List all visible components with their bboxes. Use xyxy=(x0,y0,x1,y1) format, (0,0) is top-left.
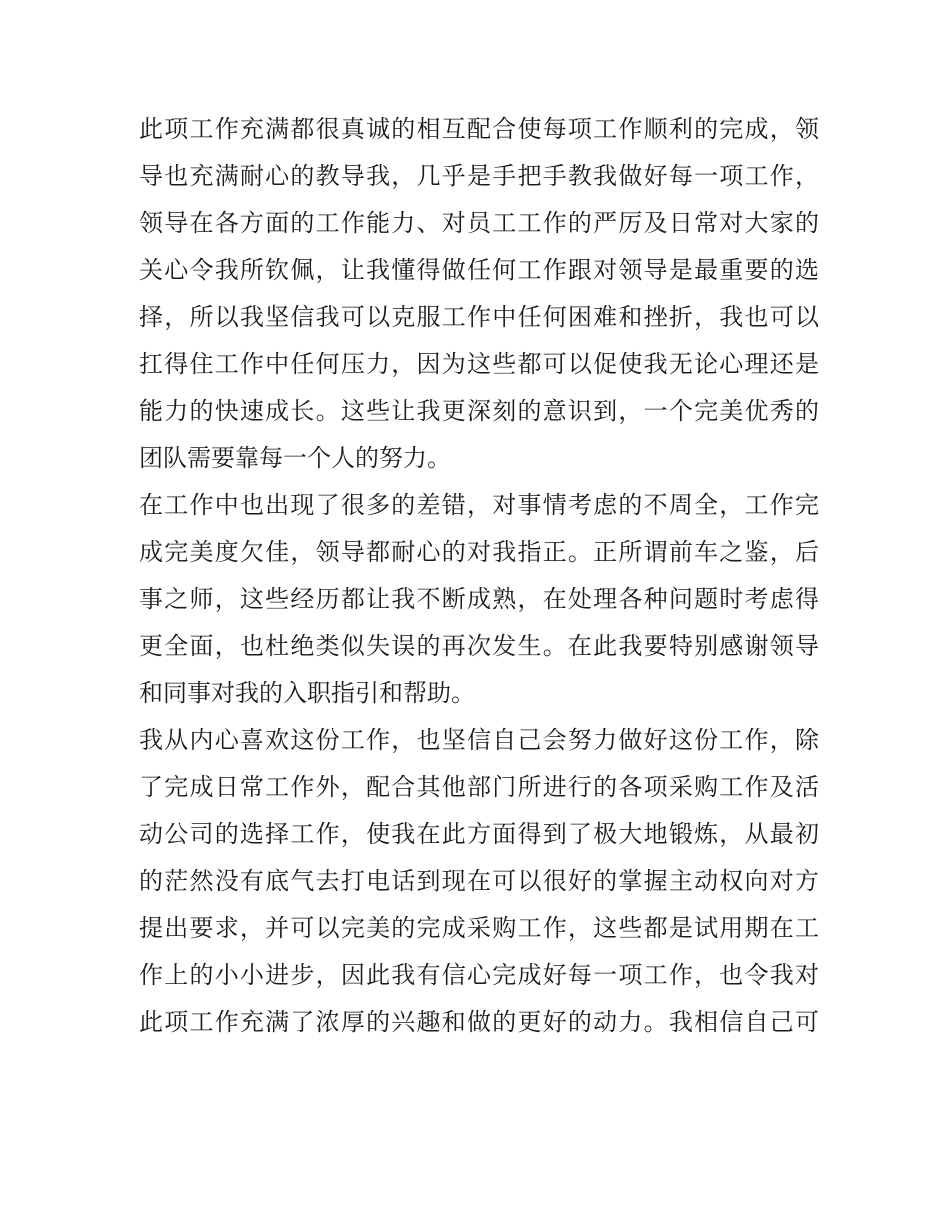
text-line: 领导在各方面的工作能力、对员工工作的严厉及日常对大家的 xyxy=(139,209,819,237)
text-line: 成完美度欠佳，领导都耐心的对我指正。正所谓前车之鉴，后 xyxy=(139,538,819,566)
text-line: 团队需要靠每一个人的努力。 xyxy=(139,444,451,472)
text-line: 能力的快速成长。这些让我更深刻的意识到，一个完美优秀的 xyxy=(139,397,819,425)
text-line: 的茫然没有底气去打电话到现在可以很好的掌握主动权向对方 xyxy=(139,867,819,895)
text-line: 择，所以我坚信我可以克服工作中任何困难和挫折，我也可以 xyxy=(139,303,819,331)
text-line: 此项工作充满了浓厚的兴趣和做的更好的动力。我相信自己可 xyxy=(139,1008,819,1036)
text-line: 提出要求，并可以完美的完成采购工作，这些都是试用期在工 xyxy=(139,914,819,942)
text-line: 导也充满耐心的教导我，几乎是手把手教我做好每一项工作， xyxy=(139,162,819,190)
text-line: 扛得住工作中任何压力，因为这些都可以促使我无论心理还是 xyxy=(139,350,819,378)
text-line: 在工作中也出现了很多的差错，对事情考虑的不周全，工作完 xyxy=(139,491,819,519)
text-line: 了完成日常工作外，配合其他部门所进行的各项采购工作及活 xyxy=(139,773,819,801)
text-line: 此项工作充满都很真诚的相互配合使每项工作顺利的完成，领 xyxy=(139,115,819,143)
body-text xyxy=(139,106,819,1046)
text-line: 更全面，也杜绝类似失误的再次发生。在此我要特别感谢领导 xyxy=(139,632,819,660)
text-line: 动公司的选择工作，使我在此方面得到了极大地锻炼，从最初 xyxy=(139,820,819,848)
text-line: 我从内心喜欢这份工作，也坚信自己会努力做好这份工作，除 xyxy=(139,726,819,754)
text-line: 关心令我所钦佩，让我懂得做任何工作跟对领导是最重要的选 xyxy=(139,256,819,284)
text-line: 作上的小小进步，因此我有信心完成好每一项工作，也令我对 xyxy=(139,961,819,989)
text-line: 事之师，这些经历都让我不断成熟，在处理各种问题时考虑得 xyxy=(139,585,819,613)
text-line: 和同事对我的入职指引和帮助。 xyxy=(139,679,475,707)
